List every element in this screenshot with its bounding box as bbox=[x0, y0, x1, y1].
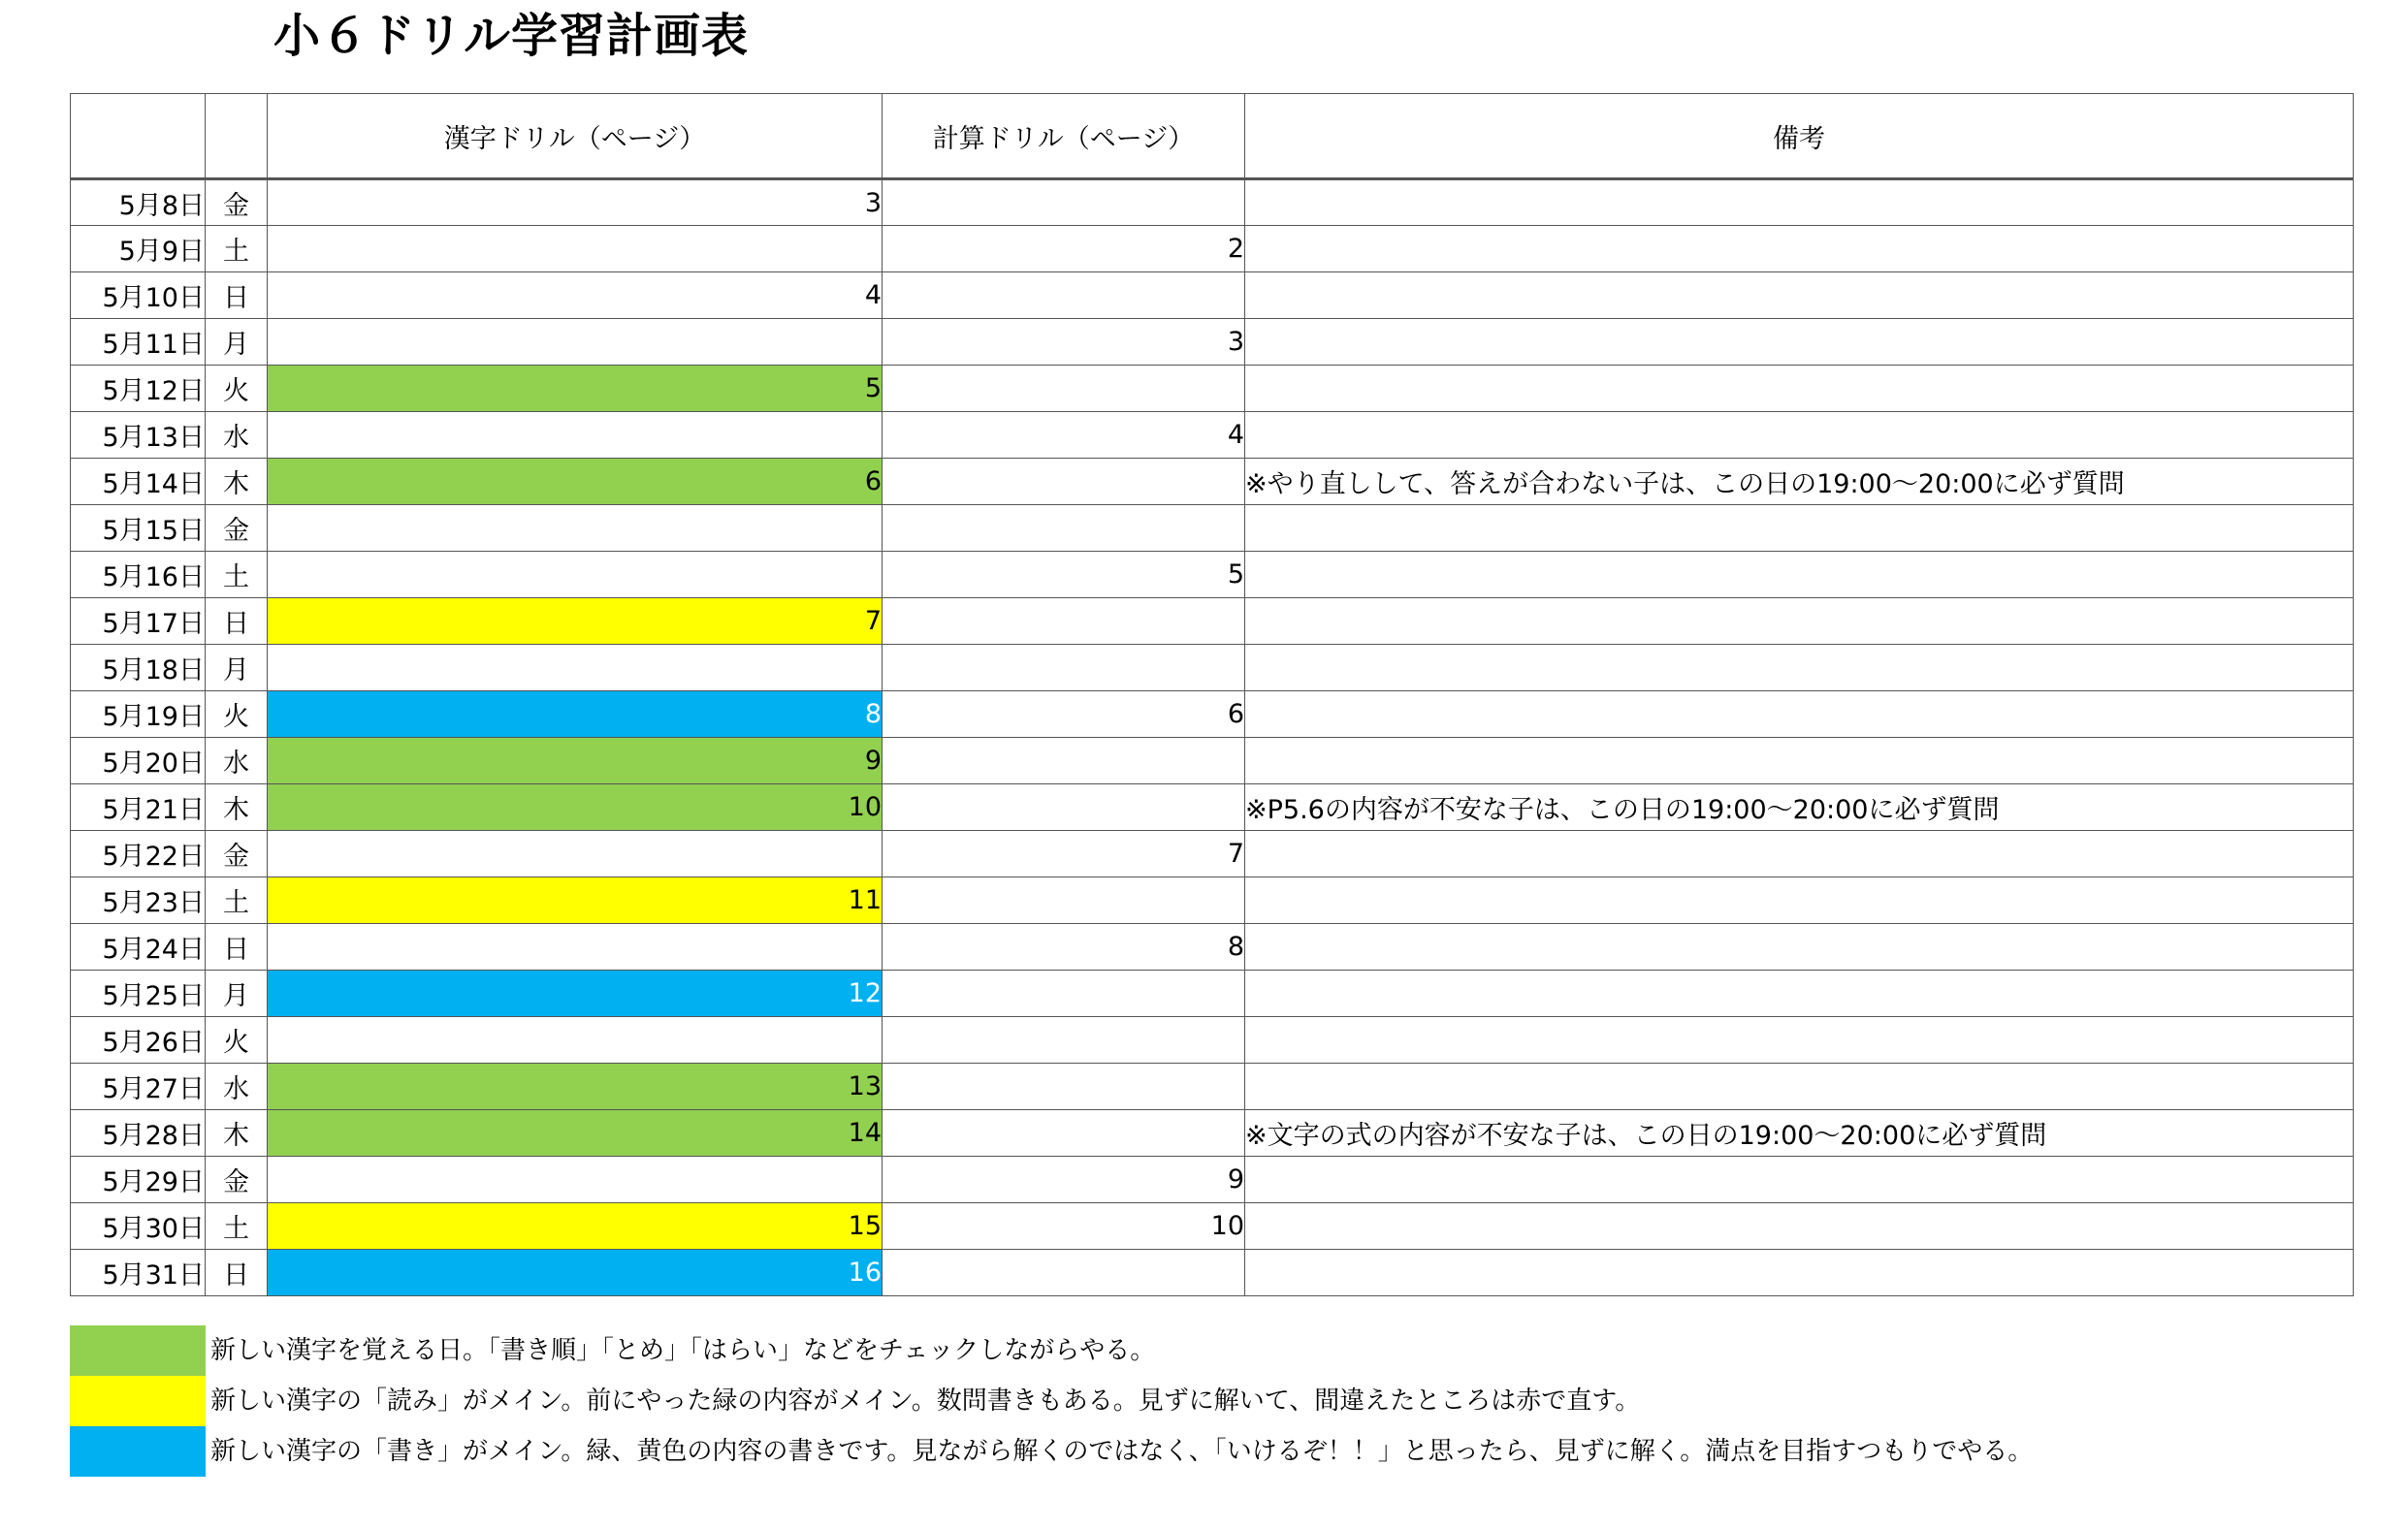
row-calc-page: 5 bbox=[883, 552, 1245, 598]
row-note bbox=[1245, 1064, 2354, 1110]
table-row bbox=[71, 1250, 2354, 1296]
row-calc-page: 10 bbox=[883, 1203, 1245, 1250]
header-kanji-drill: 漢字ドリル（ページ） bbox=[268, 94, 883, 179]
table-row bbox=[71, 1017, 2354, 1064]
row-day-of-week: 木 bbox=[206, 784, 268, 831]
row-kanji-page bbox=[268, 645, 883, 691]
header-date bbox=[71, 94, 206, 179]
table-row bbox=[71, 272, 2354, 319]
row-day-of-week: 日 bbox=[206, 272, 268, 319]
row-note bbox=[1245, 412, 2354, 459]
table-row bbox=[71, 645, 2354, 691]
row-day-of-week: 日 bbox=[206, 924, 268, 971]
row-date: 5月23日 bbox=[71, 877, 206, 924]
row-day-of-week: 月 bbox=[206, 645, 268, 691]
table-row bbox=[71, 738, 2354, 784]
row-date: 5月14日 bbox=[71, 459, 206, 505]
row-calc-page: 9 bbox=[883, 1157, 1245, 1203]
row-note bbox=[1245, 1017, 2354, 1064]
row-note bbox=[1245, 877, 2354, 924]
header-notes: 備考 bbox=[1245, 94, 2354, 179]
table-row bbox=[71, 691, 2354, 738]
row-note bbox=[1245, 552, 2354, 598]
row-kanji-page: 10 bbox=[268, 784, 883, 831]
row-date: 5月15日 bbox=[71, 505, 206, 552]
row-day-of-week: 金 bbox=[206, 1157, 268, 1203]
row-date: 5月17日 bbox=[71, 598, 206, 645]
row-kanji-page bbox=[268, 1157, 883, 1203]
row-day-of-week: 水 bbox=[206, 738, 268, 784]
row-note bbox=[1245, 1250, 2354, 1296]
row-note bbox=[1245, 505, 2354, 552]
legend-text: 新しい漢字の「読み」がメイン。前にやった緑の内容がメイン。数問書きもある。見ずに解いて、間違えたところは赤で直す。 bbox=[210, 1387, 1641, 1416]
row-calc-page bbox=[883, 1017, 1245, 1064]
row-note bbox=[1245, 691, 2354, 738]
legend-swatch-green bbox=[70, 1325, 206, 1376]
table-row bbox=[71, 505, 2354, 552]
row-calc-page bbox=[883, 505, 1245, 552]
row-calc-page bbox=[883, 272, 1245, 319]
row-calc-page bbox=[883, 1110, 1245, 1157]
legend-swatch-yellow bbox=[70, 1376, 206, 1426]
table-row bbox=[71, 1157, 2354, 1203]
row-note bbox=[1245, 598, 2354, 645]
table-row bbox=[71, 971, 2354, 1017]
row-note bbox=[1245, 319, 2354, 366]
row-note bbox=[1245, 366, 2354, 412]
row-kanji-page: 14 bbox=[268, 1110, 883, 1157]
row-day-of-week: 土 bbox=[206, 1203, 268, 1250]
row-kanji-page bbox=[268, 505, 883, 552]
row-kanji-page: 12 bbox=[268, 971, 883, 1017]
table-row bbox=[71, 877, 2354, 924]
row-date: 5月11日 bbox=[71, 319, 206, 366]
row-day-of-week: 月 bbox=[206, 319, 268, 366]
row-calc-page bbox=[883, 784, 1245, 831]
page-title: 小６ドリル学習計画表 bbox=[273, 9, 750, 63]
row-date: 5月31日 bbox=[71, 1250, 206, 1296]
study-plan-table bbox=[70, 93, 2354, 1296]
table-row bbox=[71, 412, 2354, 459]
row-date: 5月26日 bbox=[71, 1017, 206, 1064]
row-kanji-page: 3 bbox=[268, 179, 883, 226]
row-date: 5月30日 bbox=[71, 1203, 206, 1250]
row-day-of-week: 水 bbox=[206, 1064, 268, 1110]
table-body bbox=[71, 179, 2354, 1296]
row-note bbox=[1245, 179, 2354, 226]
header-calc-drill: 計算ドリル（ページ） bbox=[883, 94, 1245, 179]
row-day-of-week: 月 bbox=[206, 971, 268, 1017]
row-note bbox=[1245, 645, 2354, 691]
table-row bbox=[71, 1064, 2354, 1110]
row-calc-page bbox=[883, 459, 1245, 505]
row-kanji-page bbox=[268, 1017, 883, 1064]
row-kanji-page: 15 bbox=[268, 1203, 883, 1250]
row-calc-page: 6 bbox=[883, 691, 1245, 738]
row-calc-page bbox=[883, 1064, 1245, 1110]
header-day-of-week bbox=[206, 94, 268, 179]
row-kanji-page: 13 bbox=[268, 1064, 883, 1110]
table-row bbox=[71, 319, 2354, 366]
row-day-of-week: 土 bbox=[206, 552, 268, 598]
row-date: 5月27日 bbox=[71, 1064, 206, 1110]
row-day-of-week: 木 bbox=[206, 459, 268, 505]
row-date: 5月18日 bbox=[71, 645, 206, 691]
row-date: 5月16日 bbox=[71, 552, 206, 598]
row-note: ※やり直しして、答えが合わない子は、この日の19:00～20:00に必ず質問 bbox=[1245, 459, 2354, 505]
table-row bbox=[71, 179, 2354, 226]
row-calc-page bbox=[883, 877, 1245, 924]
row-date: 5月29日 bbox=[71, 1157, 206, 1203]
row-kanji-page: 5 bbox=[268, 366, 883, 412]
row-calc-page bbox=[883, 738, 1245, 784]
row-kanji-page: 8 bbox=[268, 691, 883, 738]
table-row bbox=[71, 1203, 2354, 1250]
row-kanji-page bbox=[268, 319, 883, 366]
row-kanji-page: 6 bbox=[268, 459, 883, 505]
row-date: 5月8日 bbox=[71, 179, 206, 226]
table-header-row bbox=[71, 94, 2354, 179]
row-calc-page bbox=[883, 971, 1245, 1017]
row-kanji-page bbox=[268, 552, 883, 598]
row-note: ※P5.6の内容が不安な子は、この日の19:00～20:00に必ず質問 bbox=[1245, 784, 2354, 831]
row-calc-page bbox=[883, 1250, 1245, 1296]
row-kanji-page: 9 bbox=[268, 738, 883, 784]
row-note bbox=[1245, 1157, 2354, 1203]
row-calc-page bbox=[883, 645, 1245, 691]
row-day-of-week: 火 bbox=[206, 366, 268, 412]
table-row bbox=[71, 459, 2354, 505]
legend-swatch-blue bbox=[70, 1426, 206, 1477]
row-date: 5月24日 bbox=[71, 924, 206, 971]
table-row bbox=[71, 598, 2354, 645]
row-note bbox=[1245, 272, 2354, 319]
row-note bbox=[1245, 226, 2354, 272]
row-day-of-week: 日 bbox=[206, 598, 268, 645]
row-note bbox=[1245, 831, 2354, 877]
row-kanji-page: 7 bbox=[268, 598, 883, 645]
row-kanji-page bbox=[268, 924, 883, 971]
row-date: 5月10日 bbox=[71, 272, 206, 319]
row-date: 5月21日 bbox=[71, 784, 206, 831]
row-kanji-page bbox=[268, 226, 883, 272]
row-date: 5月25日 bbox=[71, 971, 206, 1017]
row-date: 5月12日 bbox=[71, 366, 206, 412]
row-date: 5月22日 bbox=[71, 831, 206, 877]
row-day-of-week: 火 bbox=[206, 1017, 268, 1064]
row-kanji-page bbox=[268, 831, 883, 877]
row-calc-page: 2 bbox=[883, 226, 1245, 272]
table-row bbox=[71, 831, 2354, 877]
row-calc-page bbox=[883, 179, 1245, 226]
row-note bbox=[1245, 1203, 2354, 1250]
legend-text: 新しい漢字の「書き」がメイン。緑、黄色の内容の書きです。見ながら解くのではなく、「いけるぞ！！」と思ったら、見ずに解く。満点を目指すつもりでやる。 bbox=[210, 1437, 2034, 1466]
row-day-of-week: 水 bbox=[206, 412, 268, 459]
row-kanji-page bbox=[268, 412, 883, 459]
row-day-of-week: 木 bbox=[206, 1110, 268, 1157]
row-day-of-week: 金 bbox=[206, 831, 268, 877]
row-date: 5月19日 bbox=[71, 691, 206, 738]
row-kanji-page: 4 bbox=[268, 272, 883, 319]
table-row bbox=[71, 784, 2354, 831]
row-kanji-page: 16 bbox=[268, 1250, 883, 1296]
row-note bbox=[1245, 924, 2354, 971]
table-row bbox=[71, 552, 2354, 598]
row-date: 5月20日 bbox=[71, 738, 206, 784]
row-day-of-week: 土 bbox=[206, 877, 268, 924]
row-calc-page: 3 bbox=[883, 319, 1245, 366]
row-date: 5月28日 bbox=[71, 1110, 206, 1157]
row-day-of-week: 土 bbox=[206, 226, 268, 272]
row-kanji-page: 11 bbox=[268, 877, 883, 924]
row-day-of-week: 火 bbox=[206, 691, 268, 738]
row-day-of-week: 金 bbox=[206, 179, 268, 226]
table-row bbox=[71, 226, 2354, 272]
table-row bbox=[71, 1110, 2354, 1157]
row-note bbox=[1245, 971, 2354, 1017]
table-row bbox=[71, 366, 2354, 412]
row-note bbox=[1245, 738, 2354, 784]
row-calc-page bbox=[883, 598, 1245, 645]
table-row bbox=[71, 924, 2354, 971]
row-day-of-week: 日 bbox=[206, 1250, 268, 1296]
row-calc-page: 8 bbox=[883, 924, 1245, 971]
row-calc-page: 7 bbox=[883, 831, 1245, 877]
row-calc-page: 4 bbox=[883, 412, 1245, 459]
row-date: 5月9日 bbox=[71, 226, 206, 272]
row-note: ※文字の式の内容が不安な子は、この日の19:00～20:00に必ず質問 bbox=[1245, 1110, 2354, 1157]
row-date: 5月13日 bbox=[71, 412, 206, 459]
legend-text: 新しい漢字を覚える日。「書き順」「とめ」「はらい」などをチェックしながらやる。 bbox=[210, 1336, 1156, 1365]
row-day-of-week: 金 bbox=[206, 505, 268, 552]
row-calc-page bbox=[883, 366, 1245, 412]
